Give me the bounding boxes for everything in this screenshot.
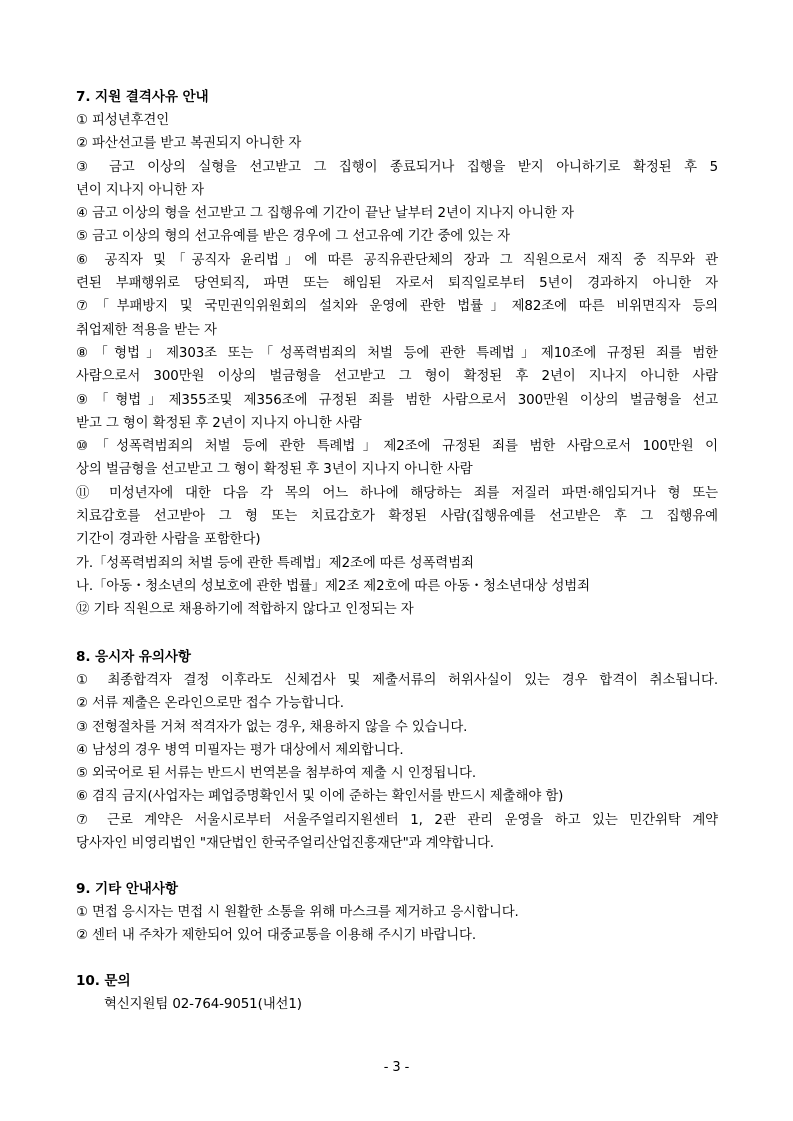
text-line: 가.「성폭력범죄의 처벌 등에 관한 특례법」제2조에 따른 성폭력범죄: [76, 555, 474, 571]
text-line: ① 피성년후견인: [76, 113, 170, 128]
text-line: 년이 지나지 아니한 자: [76, 182, 204, 198]
section-heading: 8. 응시자 유의사항: [76, 649, 191, 665]
text-line: ④ 남성의 경우 병역 미필자는 평가 대상에서 제외합니다.: [76, 742, 404, 758]
text-line: 사람으로서 300만원 이상의 벌금형을 선고받고 그 형이 확정된 후 2년이 지나지 아니한 사람: [76, 369, 718, 385]
text-line: ⑧「형법」제303조 또는「성폭력범죄의 처벌 등에 관한 특례법」제10조에 규정된 죄를 범한: [76, 345, 718, 361]
text-line: ⑤ 외국어로 된 서류는 반드시 번역본을 첨부하여 제출 시 인정됩니다.: [76, 766, 477, 782]
text-line: 치료감호를 선고받아 그 형 또는 치료감호가 확정된 사람(집행유예를 선고받은 후 그 집행유예: [76, 509, 718, 525]
section-heading: 9. 기타 안내사항: [76, 881, 178, 897]
text-line: ② 센터 내 주차가 제한되어 있어 대중교통을 이용해 주시기 바랍니다.: [76, 928, 477, 944]
text-line: ④ 금고 이상의 형을 선고받고 그 집행유예 기간이 끝난 날부터 2년이 지나지 아니한 자: [76, 206, 574, 222]
text-line: 취업제한 적용을 받는 자: [76, 322, 217, 338]
section-applicant-notes: [76, 646, 718, 855]
text-line: 당사자인 비영리법인 "재단법인 한국주얼리산업진흥재단"과 계약합니다.: [76, 836, 494, 852]
section-other-info: [76, 878, 718, 948]
text-line: ⑨「형법」제355조및 제356조에 규정된 죄를 범한 사람으로서 300만원 이상의 벌금형을 선고: [76, 392, 718, 408]
page-number: - 3 -: [383, 1060, 410, 1075]
section-inquiry: [76, 970, 718, 1016]
text-line: ① 최종합격자 결정 이후라도 신체검사 및 제출서류의 허위사실이 있는 경우 합격이 취소됩니다.: [76, 673, 718, 688]
text-line: ① 면접 응시자는 면접 시 원활한 소통을 위해 마스크를 제거하고 응시합니다.: [76, 905, 519, 920]
section-heading: 7. 지원 결격사유 안내: [76, 89, 209, 105]
text-line: ⑫ 기타 직원으로 채용하기에 적합하지 않다고 인정되는 자: [76, 602, 414, 618]
text-line: ⑩「성폭력범죄의 처벌 등에 관한 특례법」제2조에 규정된 죄를 범한 사람으로서 100만원 이: [76, 439, 718, 455]
section-heading: 10. 문의: [76, 973, 131, 989]
text-line: 기간이 경과한 사람을 포함한다): [76, 532, 261, 548]
text-line: 상의 벌금형을 선고받고 그 형이 확정된 후 3년이 지나지 아니한 사람: [76, 462, 473, 478]
text-line: 혁신지원팀 02-764-9051(내선1): [104, 997, 302, 1012]
text-line: 받고 그 형이 확정된 후 2년이 지나지 아니한 사람: [76, 415, 362, 431]
text-line: ⑪ 미성년자에 대한 다음 각 목의 어느 하나에 해당하는 죄를 저질러 파면·해임되거나 형 또는: [76, 485, 718, 501]
text-line: 련된 부패행위로 당연퇴직, 파면 또는 해임된 자로서 퇴직일로부터 5년이 경과하지 아니한 자: [76, 276, 718, 292]
text-line: ⑥ 겸직 금지(사업자는 폐업증명확인서 및 이에 준하는 확인서를 반드시 제출해야 함): [76, 789, 564, 805]
text-line: ③ 금고 이상의 실형을 선고받고 그 집행이 종료되거나 집행을 받지 아니하기로 확정된 후 5: [76, 159, 718, 175]
text-line: ⑦ 근로 계약은 서울시로부터 서울주얼리지원센터 1, 2관 관리 운영을 하고 있는 민간위탁 계약: [76, 812, 718, 828]
text-line: ⑦「부패방지 및 국민권익위원회의 설치와 운영에 관한 법률」제82조에 따른 비위면직자 등의: [76, 299, 718, 315]
text-line: ② 서류 제출은 온라인으로만 접수 가능합니다.: [76, 696, 344, 712]
text-line: ⑤ 금고 이상의 형의 선고유예를 받은 경우에 그 선고유예 기간 중에 있는 자: [76, 229, 511, 245]
section-disqualification: [76, 86, 718, 622]
text-line: ② 파산선고를 받고 복권되지 아니한 자: [76, 136, 302, 152]
text-line: ⑥ 공직자 및「공직자 윤리법」에 따른 공직유관단체의 장과 그 직원으로서 재직 중 직무와 관: [76, 252, 718, 268]
text-line: ③ 전형절차를 거쳐 적격자가 없는 경우, 채용하지 않을 수 있습니다.: [76, 719, 468, 735]
text-line: 나.「아동・청소년의 성보호에 관한 법률」제2조 제2호에 따른 아동・청소년대상 성범죄: [76, 578, 590, 594]
